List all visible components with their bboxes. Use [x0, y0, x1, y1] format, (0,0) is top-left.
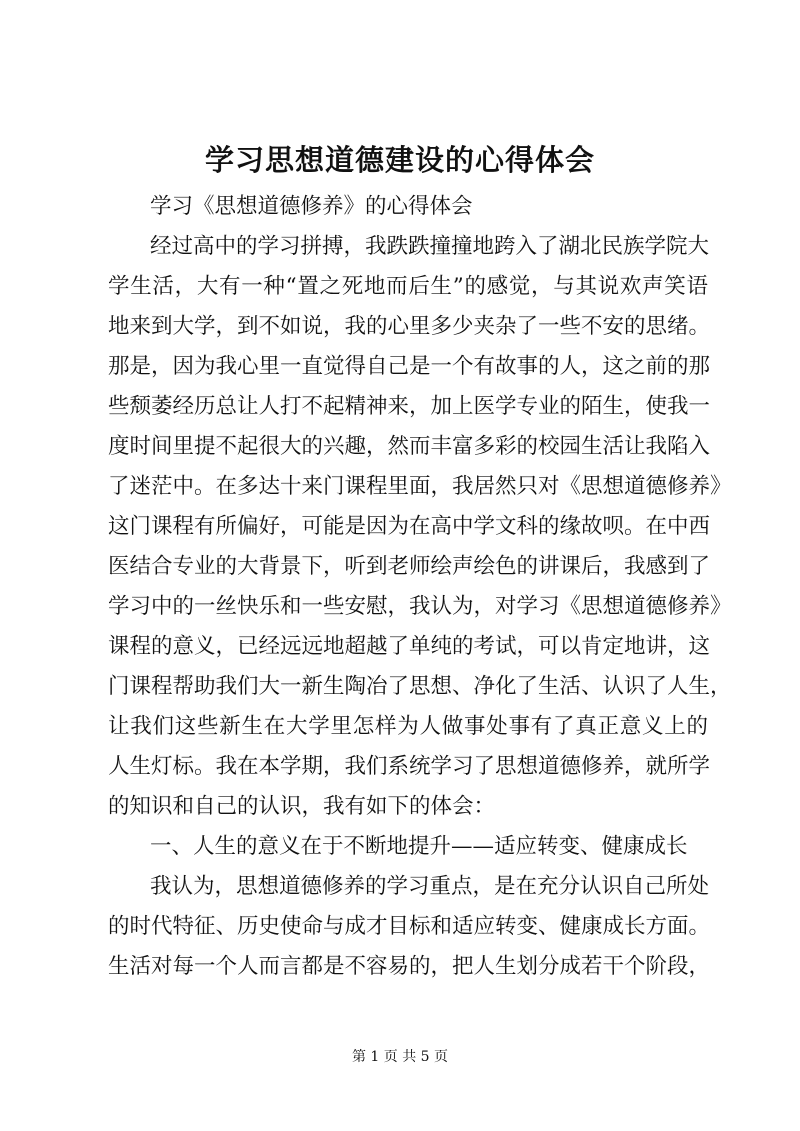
- paragraph-line: 门课程帮助我们大一新生陶冶了思想、净化了生活、认识了人生，: [108, 674, 732, 699]
- paragraph-line: 那是，因为我心里一直觉得自己是一个有故事的人，这之前的那: [108, 354, 711, 379]
- page-title: 学习思想道德建设的心得体会: [204, 143, 595, 177]
- document-subtitle: 学习《思想道德修养》的心得体会: [150, 194, 473, 219]
- page-number-footer: 第 1 页 共 5 页: [351, 1049, 449, 1065]
- paragraph-line: 学生活，大有一种“置之死地而后生”的感觉，与其说欢声笑语: [108, 274, 708, 299]
- paragraph-line: 的知识和自己的认识，我有如下的体会：: [108, 794, 496, 819]
- paragraph-line: 学习中的一丝快乐和一些安慰，我认为，对学习《思想道德修养》: [108, 594, 732, 619]
- paragraph-line: 这门课程有所偏好，可能是因为在高中学文科的缘故呗。在中西: [108, 514, 711, 539]
- paragraph-line: 医结合专业的大背景下，听到老师绘声绘色的讲课后，我感到了: [108, 554, 711, 579]
- paragraph-line: 了迷茫中。在多达十来门课程里面，我居然只对《思想道德修养》: [108, 474, 732, 499]
- paragraph-line: 生活对每一个人而言都是不容易的，把人生划分成若干个阶段，: [108, 954, 711, 979]
- paragraph-line: 度时间里提不起很大的兴趣，然而丰富多彩的校园生活让我陷入: [108, 434, 711, 459]
- section-heading: 一、人生的意义在于不断地提升——适应转变、健康成长: [150, 834, 688, 859]
- paragraph-line: 人生灯标。我在本学期，我们系统学习了思想道德修养，就所学: [108, 754, 711, 779]
- paragraph-line: 的时代特征、历史使命与成才目标和适应转变、健康成长方面。: [108, 914, 711, 939]
- paragraph-line: 课程的意义，已经远远地超越了单纯的考试，可以肯定地讲，这: [108, 634, 711, 659]
- paragraph-line: 让我们这些新生在大学里怎样为人做事处事有了真正意义上的: [108, 714, 708, 739]
- paragraph-line: 些颓萎经历总让人打不起精神来，加上医学专业的陌生，使我一: [108, 394, 711, 419]
- paragraph-line: 经过高中的学习拼搏，我跌跌撞撞地跨入了湖北民族学院大: [150, 234, 710, 259]
- paragraph-line: 地来到大学，到不如说，我的心里多少夹杂了一些不安的思绪。: [108, 314, 711, 339]
- paragraph-line: 我认为，思想道德修养的学习重点，是在充分认识自己所处: [150, 874, 710, 899]
